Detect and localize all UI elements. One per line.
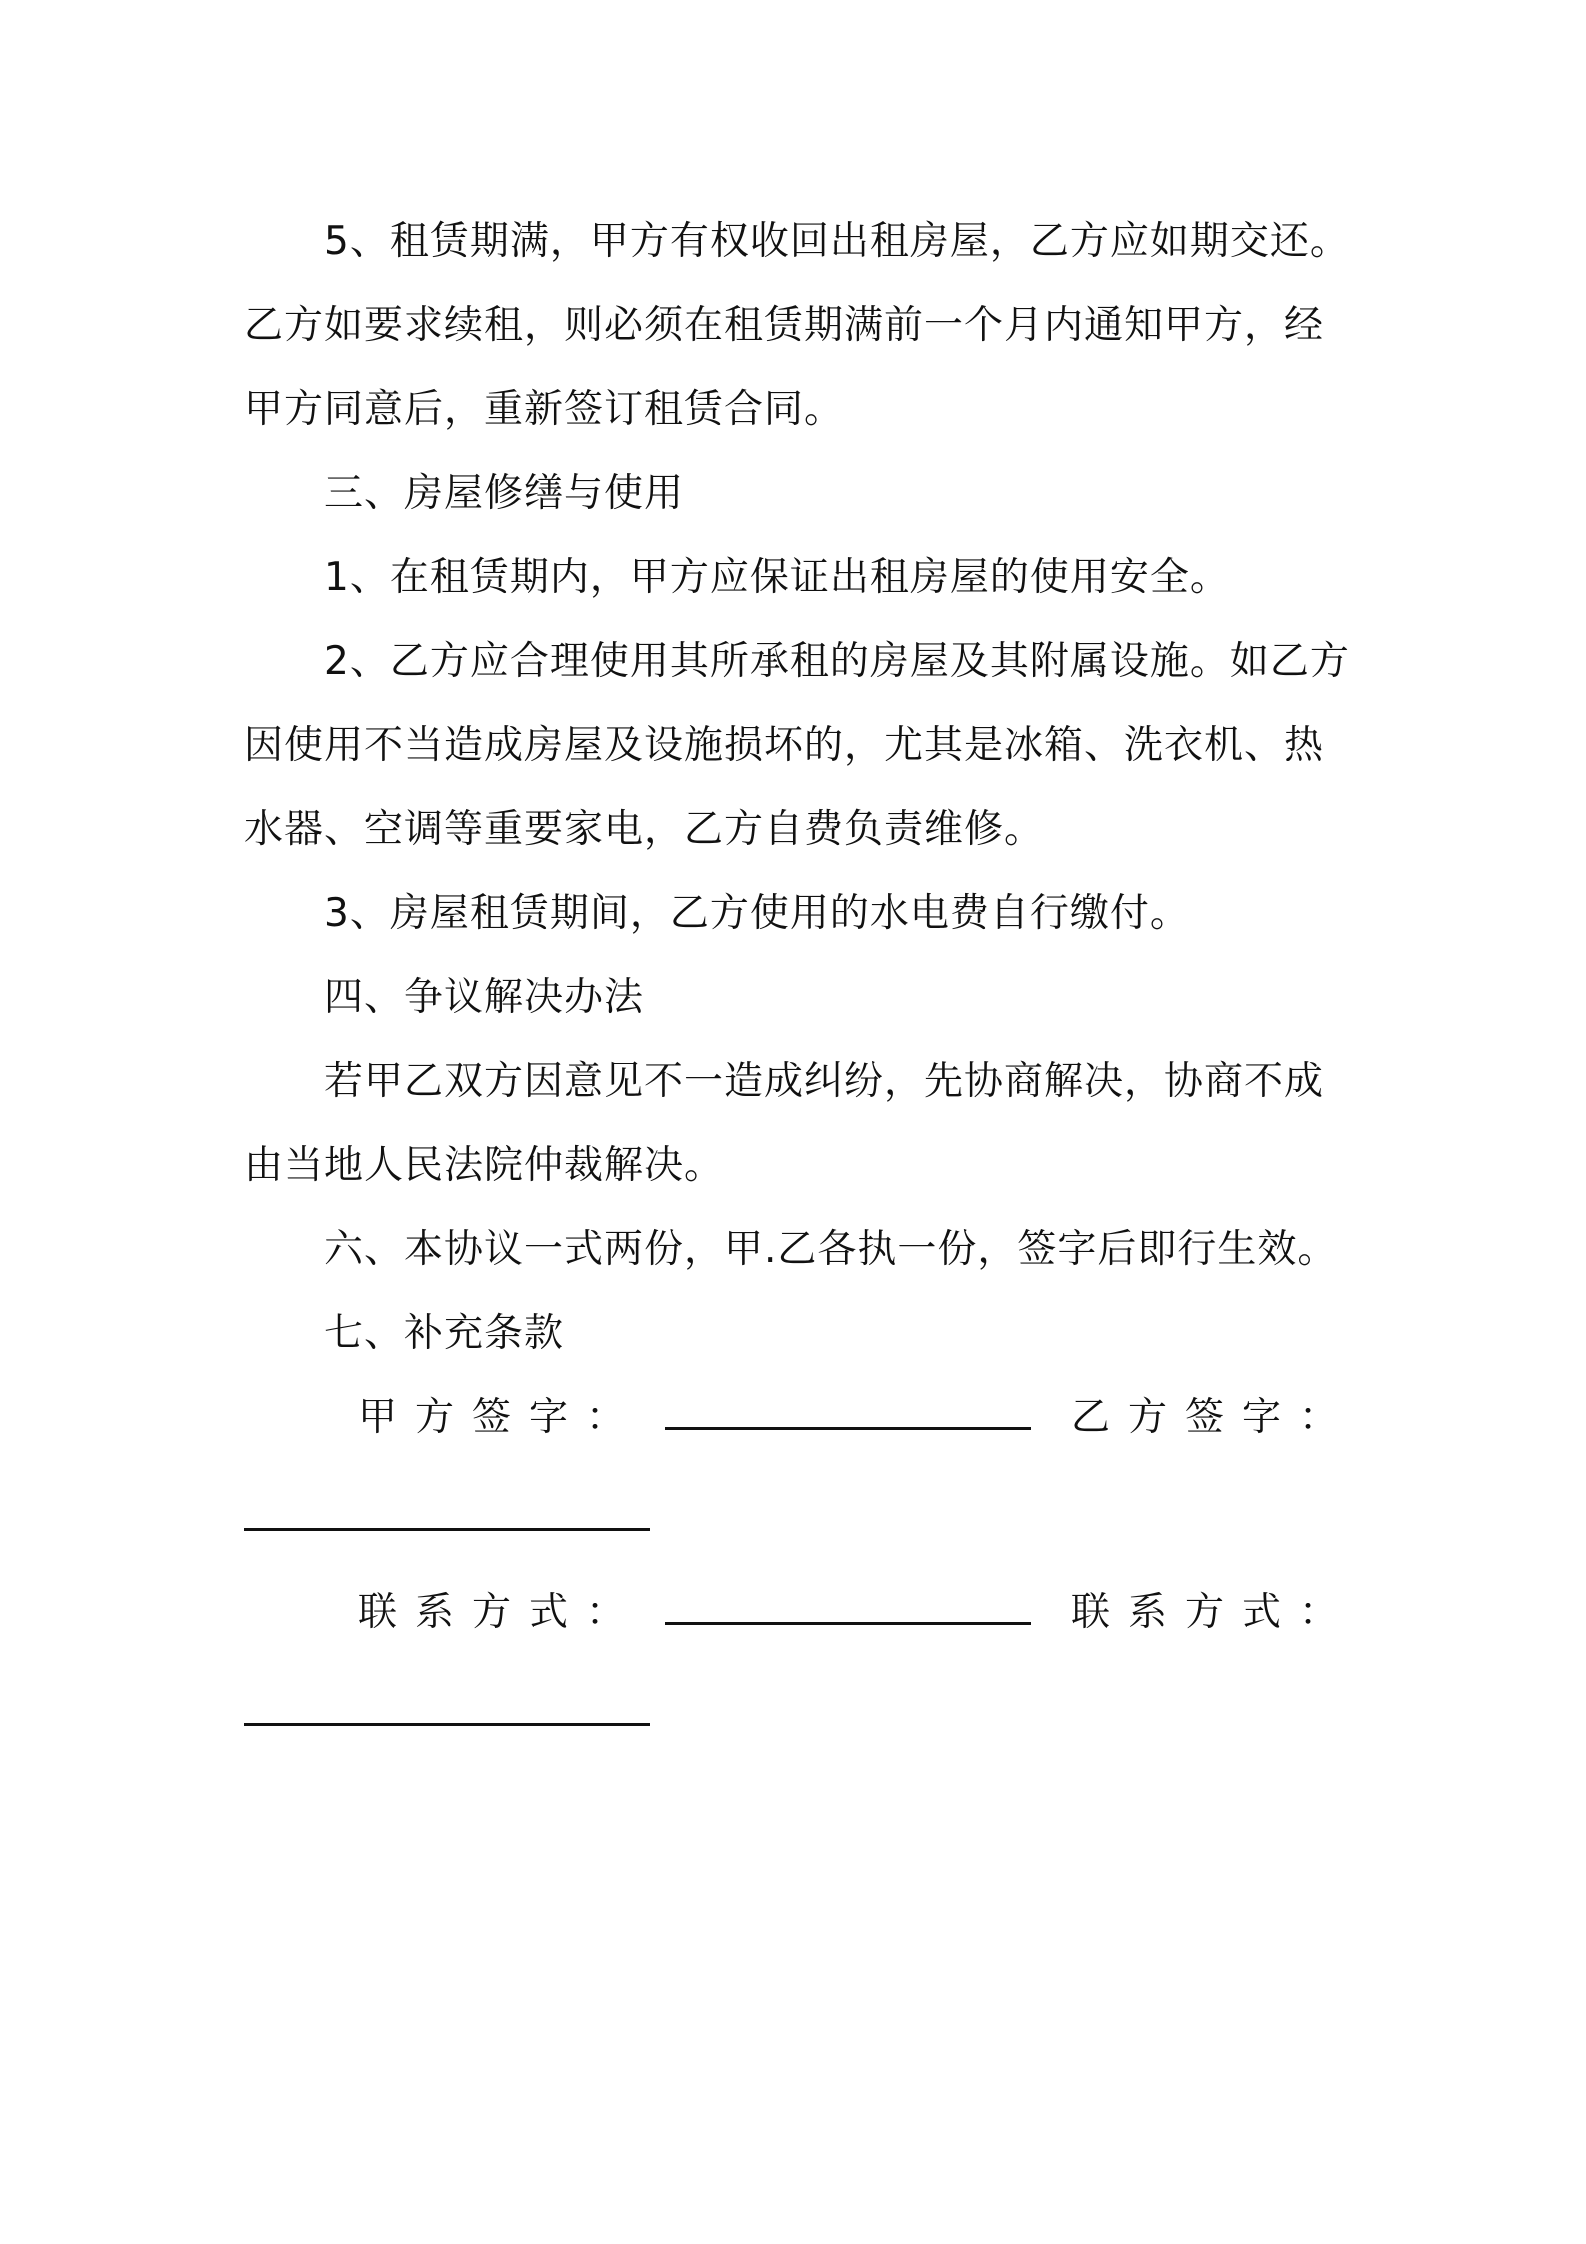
heading-repair-and-use: 三、房屋修缮与使用 bbox=[324, 471, 685, 516]
party-a-sign-label: 甲方签字： bbox=[358, 1395, 644, 1440]
signature-row bbox=[244, 1376, 1356, 1460]
party-b-sign-line[interactable] bbox=[244, 1498, 650, 1531]
paragraph-proper-use: 2、乙方应合理使用其所承租的房屋及其附属设施。如乙方因使用不当造成房屋及设施损坏的，尤其是冰箱、洗衣机、热水器、空调等重要家电，乙方自费负责维修。 bbox=[244, 639, 1350, 852]
party-b-contact-line[interactable] bbox=[244, 1693, 650, 1726]
party-b-sign-label: 乙方签字： bbox=[1070, 1395, 1356, 1440]
contact-row bbox=[244, 1571, 1356, 1655]
party-b-contact-label: 联系方式： bbox=[1070, 1590, 1356, 1635]
party-a-sign-line[interactable] bbox=[665, 1397, 1031, 1430]
heading-dispute-resolution: 四、争议解决办法 bbox=[324, 975, 645, 1020]
signature-block bbox=[244, 1376, 1356, 1726]
document-body bbox=[244, 200, 1356, 1766]
party-a-contact-line[interactable] bbox=[665, 1592, 1031, 1625]
paragraph-utilities: 3、房屋租赁期间，乙方使用的水电费自行缴付。 bbox=[324, 891, 1190, 936]
heading-supplementary-terms: 七、补充条款 bbox=[324, 1311, 565, 1356]
paragraph-copies: 六、本协议一式两份，甲.乙各执一份，签字后即行生效。 bbox=[324, 1227, 1338, 1272]
paragraph-dispute: 若甲乙双方因意见不一造成纠纷，先协商解决，协商不成由当地人民法院仲裁解决。 bbox=[244, 1059, 1325, 1188]
party-a-contact-label: 联系方式： bbox=[358, 1590, 644, 1635]
paragraph-safety: 1、在租赁期内，甲方应保证出租房屋的使用安全。 bbox=[324, 555, 1230, 600]
paragraph-lease-expiry: 5、租赁期满，甲方有权收回出租房屋，乙方应如期交还。乙方如要求续租，则必须在租赁期满前一个月内通知甲方，经甲方同意后，重新签订租赁合同。 bbox=[244, 219, 1350, 432]
